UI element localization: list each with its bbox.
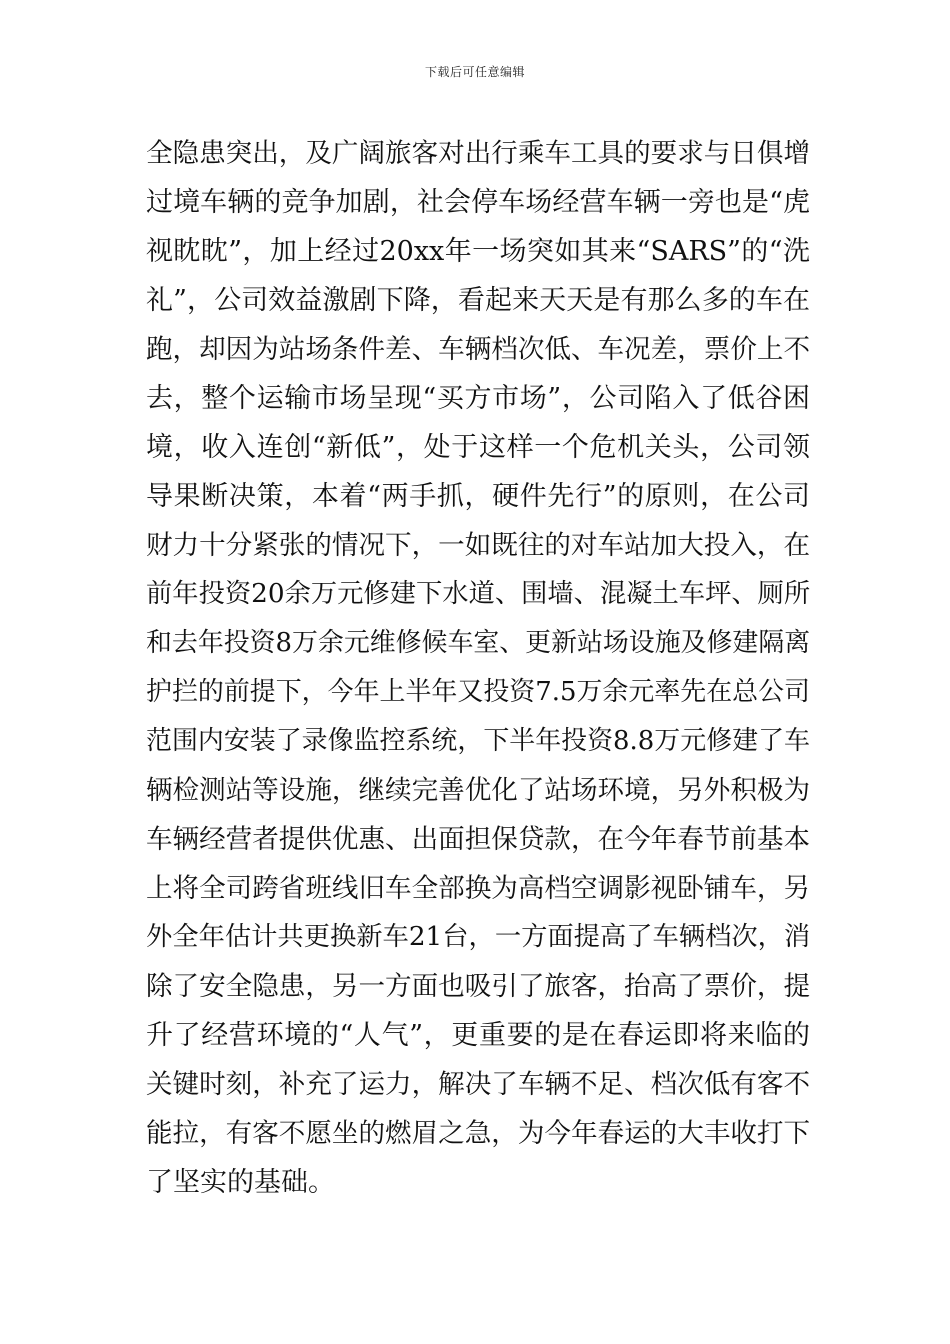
paragraph-line: 去，整个运输市场呈现“买方市场”，公司陷入了低谷困 — [146, 383, 810, 414]
paragraph-line: 和去年投资8万余元维修候车室、更新站场设施及修建隔离 — [146, 628, 811, 658]
paragraph-line: 导果断决策，本着“两手抓，硬件先行”的原则，在公司 — [146, 481, 810, 512]
paragraph-line: 前年投资20余万元修建下水道、围墙、混凝土车坪、厕所 — [146, 579, 811, 609]
paragraph-line: 车辆经营者提供优惠、出面担保贷款，在今年春节前基本 — [146, 824, 810, 855]
paragraph-line: 财力十分紧张的情况下，一如既往的对车站加大投入，在 — [146, 530, 810, 561]
paragraph-line: 范围内安装了录像监控系统，下半年投资8.8万元修建了车 — [146, 726, 810, 756]
paragraph-line: 能拉，有客不愿坐的燃眉之急，为今年春运的大丰收打下 — [146, 1118, 810, 1149]
paragraph-line: 护拦的前提下，今年上半年又投资7.5万余元率先在总公司 — [146, 677, 810, 707]
paragraph-line: 升了经营环境的“人气”，更重要的是在春运即将来临的 — [146, 1020, 810, 1051]
paragraph-line: 上将全司跨省班线旧车全部换为高档空调影视卧铺车，另 — [146, 873, 810, 904]
paragraph-line: 外全年估计共更换新车21台，一方面提高了车辆档次，消 — [146, 922, 811, 952]
paragraph-line: 礼”，公司效益激剧下降，看起来天天是有那么多的车在 — [146, 285, 810, 316]
page-header: 下载后可任意编辑 — [424, 65, 525, 79]
body-paragraph — [146, 129, 810, 1207]
paragraph-line: 视眈眈”，加上经过20xx年一场突如其来“SARS”的“洗 — [146, 236, 810, 267]
paragraph-line: 关键时刻，补充了运力，解决了车辆不足、档次低有客不 — [146, 1069, 810, 1100]
paragraph-line: 跑，却因为站场条件差、车辆档次低、车况差，票价上不 — [146, 334, 810, 365]
paragraph-line: 全隐患突出，及广阔旅客对出行乘车工具的要求与日俱增 — [146, 138, 810, 169]
paragraph-line: 境，收入连创“新低”，处于这样一个危机关头，公司领 — [146, 432, 810, 463]
paragraph-line: 辆检测站等设施，继续完善优化了站场环境，另外积极为 — [146, 775, 810, 806]
paragraph-line: 除了安全隐患，另一方面也吸引了旅客，抬高了票价，提 — [146, 971, 810, 1002]
paragraph-line: 过境车辆的竞争加剧，社会停车场经营车辆一旁也是“虎 — [146, 187, 810, 218]
paragraph-line: 了坚实的基础。 — [146, 1167, 335, 1198]
